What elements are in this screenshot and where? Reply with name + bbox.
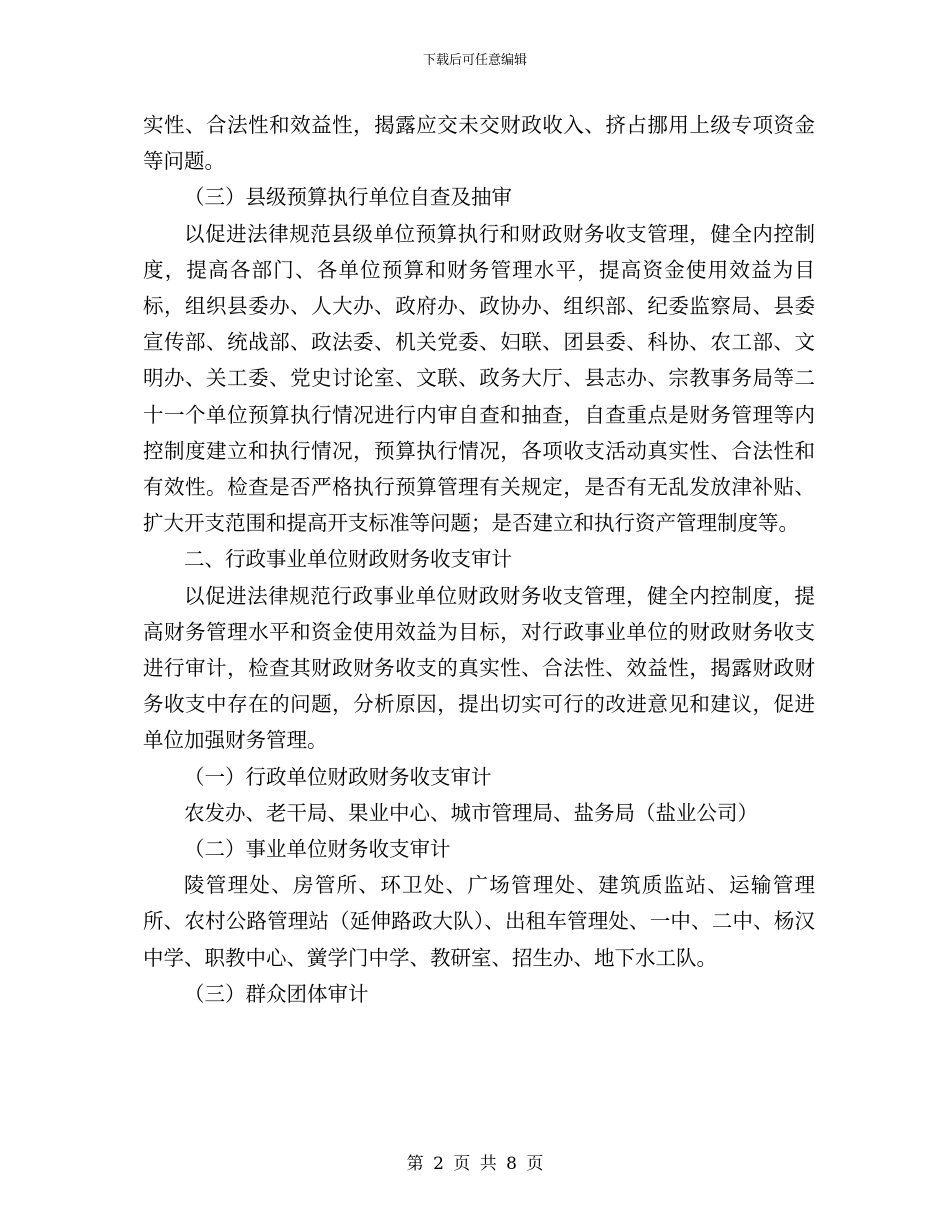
page-header: 下载后可任意编辑: [422, 53, 527, 68]
paragraph-3: 二、行政事业单位财政财务收支审计: [184, 547, 512, 572]
paragraph-0: 实性、合法性和效益性，揭露应交未交财政收入、挤占挪用上级专项资金等问题。: [143, 113, 815, 174]
paragraph-8: 陵管理处、房管所、环卫处、广场管理处、建筑质监站、运输管理所、农村公路管理站（延伸路政大队）、出租车管理处、一中、二中、杨汉中学、职教中心、黉学门中学、教研室、招生办、地下水工队。: [143, 873, 815, 970]
paragraph-5: （一）行政单位财政财务收支审计: [184, 764, 492, 789]
paragraph-4: 以促进法律规范行政事业单位财政财务收支管理，健全内控制度，提高财务管理水平和资金使用效益为目标，对行政事业单位的财政财务收支进行审计，检查其财政财务收支的真实性、合法性、效益性，揭露财政财务收支中存在的问题，分析原因，提出切实可行的改进意见和建议，促进单位加强财务管理。: [143, 583, 815, 753]
paragraph-2: 以促进法律规范县级单位预算执行和财政财务收支管理，健全内控制度，提高各部门、各单位预算和财务管理水平，提高资金使用效益为目标，组织县委办、人大办、政府办、政协办、组织部、纪委监察局、县委宣传部、统战部、政法委、机关党委、妇联、团县委、科协、农工部、文明办、关工委、党史讨论室、文联、政务大厅、县志办、宗教事务局等二十一个单位预算执行情况进行内审自查和抽查，自查重点是财务管理等内控制度建立和执行情况，预算执行情况，各项收支活动真实性、合法性和有效性。检查是否严格执行预算管理有关规定，是否有无乱发放津补贴、扩大开支范围和提高开支标准等问题；是否建立和执行资产管理制度等。: [143, 221, 815, 536]
paragraph-7: （二）事业单位财务收支审计: [184, 837, 451, 862]
paragraph-6: 农发办、老干局、果业中心、城市管理局、盐务局（盐业公司）: [184, 800, 758, 825]
page-footer: 第 2 页 共 8 页: [406, 1154, 544, 1174]
paragraph-9: （三）群众团体审计: [184, 981, 369, 1006]
document-body: [143, 107, 815, 1012]
paragraph-1: （三）县级预算执行单位自查及抽审: [184, 185, 512, 210]
